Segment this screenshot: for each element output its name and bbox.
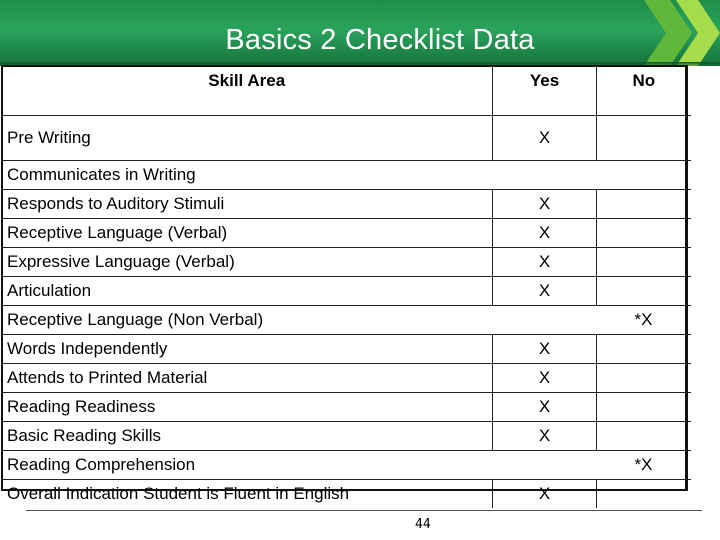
checklist-table (1, 65, 691, 508)
table-row (1, 480, 691, 509)
skill-cell: Words Independently (1, 335, 493, 364)
yes-cell: X (493, 335, 596, 364)
header-yes: Yes (493, 65, 596, 116)
no-cell (596, 248, 691, 277)
table-row (1, 306, 691, 335)
no-cell (596, 480, 691, 509)
no-cell (596, 116, 691, 161)
table-row (1, 364, 691, 393)
skill-cell: Pre Writing (1, 116, 493, 161)
yes-cell: X (493, 393, 596, 422)
yes-cell: X (493, 277, 596, 306)
header-no: No (596, 65, 691, 116)
page-number: 44 (415, 517, 431, 532)
slide-header (0, 0, 720, 66)
header-skill-area: Skill Area (1, 65, 493, 116)
no-cell (596, 190, 691, 219)
no-cell (596, 277, 691, 306)
table-header-row (1, 65, 691, 116)
no-cell (596, 161, 691, 190)
table-row (1, 335, 691, 364)
yes-cell: X (493, 219, 596, 248)
skill-cell: Reading Readiness (1, 393, 493, 422)
yes-cell: X (493, 480, 596, 509)
no-cell: *X (596, 306, 691, 335)
table-row (1, 190, 691, 219)
no-cell (596, 422, 691, 451)
no-cell (596, 219, 691, 248)
skill-cell: Responds to Auditory Stimuli (1, 190, 493, 219)
table-row (1, 161, 691, 190)
table-row (1, 248, 691, 277)
skill-cell: Articulation (1, 277, 493, 306)
no-cell (596, 335, 691, 364)
yes-cell: X (493, 422, 596, 451)
footer-divider (26, 510, 702, 511)
skill-cell: Basic Reading Skills (1, 422, 493, 451)
yes-cell (493, 451, 596, 480)
no-cell: *X (596, 451, 691, 480)
skill-cell: Receptive Language (Verbal) (1, 219, 493, 248)
skill-cell: Expressive Language (Verbal) (1, 248, 493, 277)
skill-cell: Receptive Language (Non Verbal) (1, 306, 493, 335)
yes-cell: X (493, 116, 596, 161)
no-cell (596, 393, 691, 422)
skill-cell: Overall Indication Student is Fluent in English (1, 480, 493, 509)
table-row (1, 393, 691, 422)
no-cell (596, 364, 691, 393)
yes-cell (493, 306, 596, 335)
yes-cell (493, 161, 596, 190)
yes-cell: X (493, 248, 596, 277)
table-row (1, 451, 691, 480)
table-row (1, 277, 691, 306)
slide-title: Basics 2 Checklist Data (225, 24, 535, 56)
skill-cell: Communicates in Writing (1, 161, 493, 190)
table-row (1, 422, 691, 451)
skill-cell: Attends to Printed Material (1, 364, 493, 393)
skill-cell: Reading Comprehension (1, 451, 493, 480)
table-row (1, 116, 691, 161)
table-row (1, 219, 691, 248)
yes-cell: X (493, 190, 596, 219)
yes-cell: X (493, 364, 596, 393)
